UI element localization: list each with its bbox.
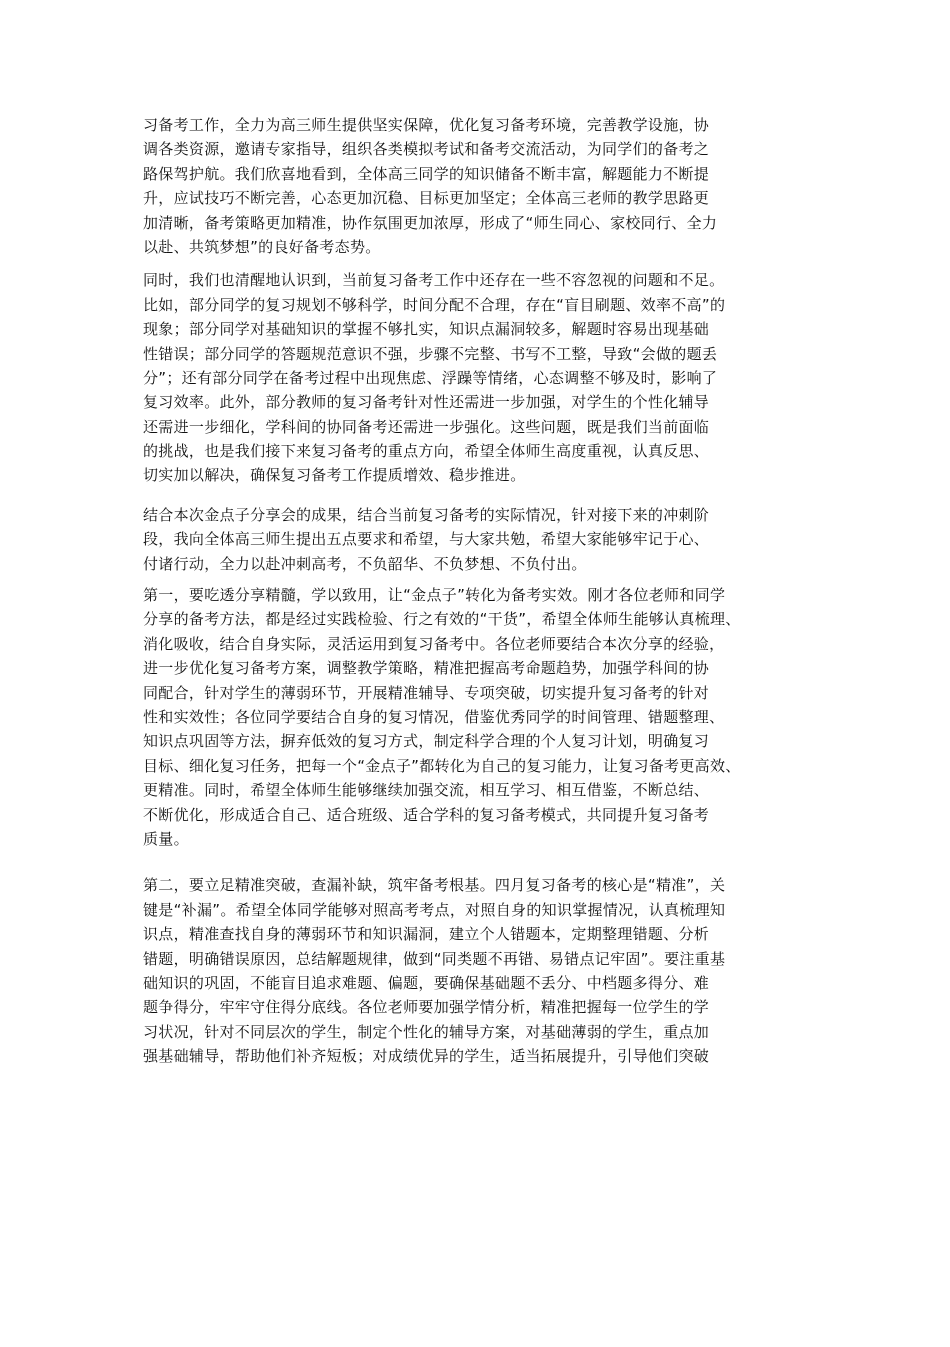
paragraph-second-requirement: [143, 873, 813, 1068]
text-line: 分”；还有部分同学在备考过程中出现焦虑、浮躁等情绪，心态调整不够及时，影响了: [143, 368, 718, 387]
text-line: 加清晰，备考策略更加精准，协作氛围更加浓厚，形成了“师生同心、家校同行、全力: [143, 213, 718, 232]
text-line: 现象；部分同学对基础知识的掌握不够扎实，知识点漏洞较多，解题时容易出现基础: [143, 320, 710, 339]
text-line: 更精准。同时，希望全体师生能够继续加强交流，相互学习、相互借鉴，不断总结、: [143, 781, 710, 800]
paragraph-spacer: [143, 576, 813, 583]
text-line: 础知识的巩固，不能盲目追求难题、偏题，要确保基础题不丢分、中档题多得分、难: [143, 973, 710, 992]
text-line: 性错误；部分同学的答题规范意识不强，步骤不完整、书写不工整，导致“会做的题丢: [143, 344, 718, 363]
text-line: 质量。: [143, 829, 189, 848]
paragraph-spacer: [143, 851, 813, 873]
text-line: 习状况，针对不同层次的学生，制定个性化的辅导方案，对基础薄弱的学生，重点加: [143, 1022, 710, 1041]
text-line: 错题，明确错误原因，总结解题规律，做到“同类题不再错、易错点记牢固”。要注重基: [143, 949, 726, 968]
text-line: 同时，我们也清醒地认识到，当前复习备考工作中还存在一些不容忽视的问题和不足。: [143, 271, 725, 290]
text-line: 切实加以解决，确保复习备考工作提质增效、稳步推进。: [143, 466, 526, 485]
text-line: 结合本次金点子分享会的成果，结合当前复习备考的实际情况，针对接下来的冲刺阶: [143, 505, 710, 524]
text-line: 进一步优化复习备考方案，调整教学策略，精准把握高考命题趋势，加强学科间的协: [143, 659, 710, 678]
text-line: 消化吸收，结合自身实际，灵活运用到复习备考中。各位老师要结合本次分享的经验，: [143, 634, 725, 653]
text-line: 升，应试技巧不断完善，心态更加沉稳、目标更加坚定；全体高三老师的教学思路更: [143, 189, 710, 208]
paragraph-spacer: [143, 488, 813, 503]
paragraph-first-requirement: [143, 583, 813, 851]
text-line: 识点，精准查找自身的薄弱环节和知识漏洞，建立个人错题本，定期整理错题、分析: [143, 925, 710, 944]
text-line: 性和实效性；各位同学要结合自身的复习情况，借鉴优秀同学的时间管理、错题整理、: [143, 707, 725, 726]
text-line: 第二，要立足精准突破，查漏补缺，筑牢备考根基。四月复习备考的核心是“精准”，关: [143, 876, 726, 895]
text-line: 调各类资源，邀请专家指导，组织各类模拟考试和备考交流活动，为同学们的备考之: [143, 140, 710, 159]
text-line: 复习效率。此外，部分教师的复习备考针对性还需进一步加强，对学生的个性化辅导: [143, 393, 710, 412]
paragraph-five-requirements: [143, 503, 813, 576]
text-line: 路保驾护航。我们欣喜地看到，全体高三同学的知识储备不断丰富，解题能力不断提: [143, 164, 710, 183]
text-line: 目标、细化复习任务，把每一个“金点子”都转化为自己的复习能力，让复习备考更高效、: [143, 756, 741, 775]
text-line: 段，我向全体高三师生提出五点要求和希望，与大家共勉，希望大家能够牢记于心、: [143, 530, 710, 549]
paragraph-preparation-support: [143, 113, 813, 259]
text-line: 习备考工作，全力为高三师生提供坚实保障，优化复习备考环境，完善教学设施，协: [143, 116, 710, 134]
text-line: 强基础辅导，帮助他们补齐短板；对成绩优异的学生，适当拓展提升，引导他们突破: [143, 1047, 710, 1066]
text-line: 题争得分，牢牢守住得分底线。各位老师要加强学情分析，精准把握每一位学生的学: [143, 998, 710, 1017]
text-line: 同配合，针对学生的薄弱环节，开展精准辅导、专项突破，切实提升复习备考的针对: [143, 683, 710, 702]
text-line: 知识点巩固等方法，摒弃低效的复习方式，制定科学合理的个人复习计划，明确复习: [143, 732, 710, 751]
document-body: [143, 113, 813, 1068]
text-line: 不断优化，形成适合自己、适合班级、适合学科的复习备考模式，共同提升复习备考: [143, 805, 710, 824]
text-line: 以赴、共筑梦想”的良好备考态势。: [143, 237, 381, 256]
text-line: 键是“补漏”。希望全体同学能够对照高考考点，对照自身的知识掌握情况，认真梳理知: [143, 900, 726, 919]
text-line: 的挑战，也是我们接下来复习备考的重点方向，希望全体师生高度重视，认真反思、: [143, 442, 710, 461]
text-line: 比如，部分同学的复习规划不够科学，时间分配不合理，存在“盲目刷题、效率不高”的: [143, 295, 726, 314]
paragraph-problems: [143, 268, 813, 488]
paragraph-spacer: [143, 259, 813, 268]
text-line: 还需进一步细化，学科间的协同备考还需进一步强化。这些问题，既是我们当前面临: [143, 417, 710, 436]
text-line: 分享的备考方法，都是经过实践检验、行之有效的“干货”，希望全体师生能够认真梳理、: [143, 610, 741, 629]
text-line: 付诸行动，全力以赴冲刺高考，不负韶华、不负梦想、不负付出。: [143, 554, 587, 573]
text-line: 第一，要吃透分享精髓，学以致用，让“金点子”转化为备考实效。刚才各位老师和同学: [143, 586, 726, 605]
